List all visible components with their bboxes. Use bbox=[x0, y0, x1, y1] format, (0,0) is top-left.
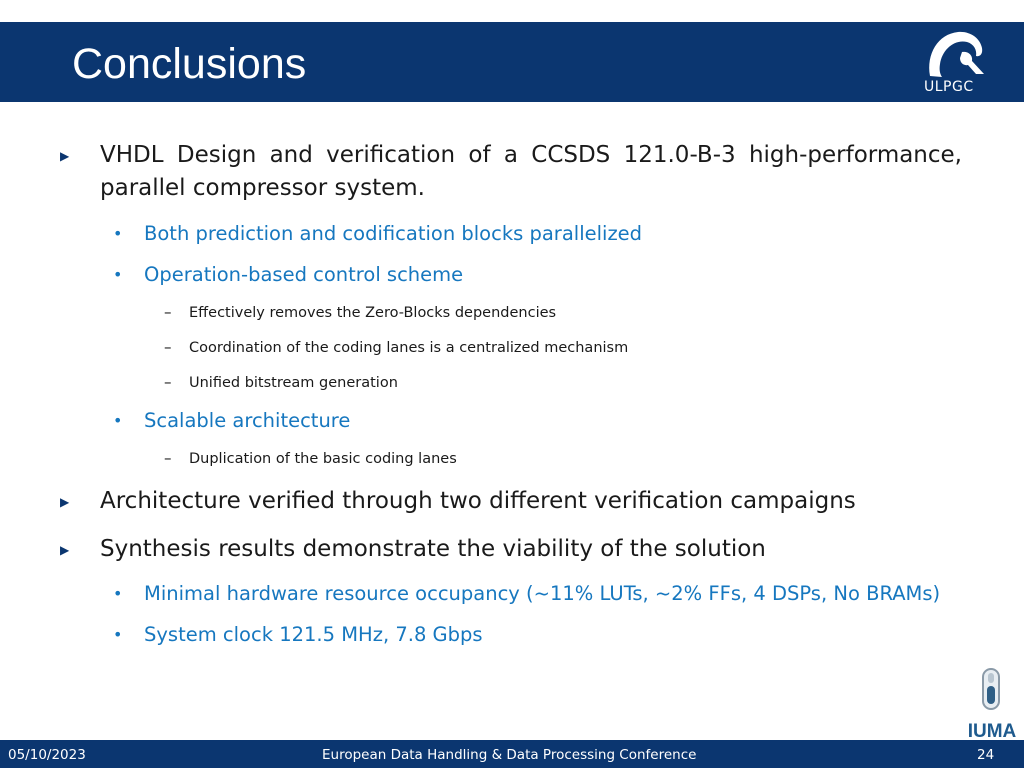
sub-bullet-system-clock: System clock 121.5 MHz, 7.8 Gbps bbox=[144, 623, 483, 646]
dot-bullet-icon: • bbox=[113, 265, 123, 284]
sub-bullet-resource-occupancy: Minimal hardware resource occupancy (~11% LUTs, ~2% FFs, 4 DSPs, No BRAMs) bbox=[144, 582, 941, 605]
sub-sub-bullet-zero-blocks: Effectively removes the Zero-Blocks dependencies bbox=[189, 305, 557, 321]
dot-bullet-icon: • bbox=[113, 224, 123, 243]
footer-page-number: 24 bbox=[977, 747, 995, 763]
triangle-bullet-icon: ▶ bbox=[60, 495, 70, 509]
dot-bullet-icon: • bbox=[113, 625, 123, 644]
dash-bullet-icon: – bbox=[164, 373, 172, 391]
dash-bullet-icon: – bbox=[164, 303, 172, 321]
footer-conference: European Data Handling & Data Processing Conference bbox=[322, 747, 697, 763]
slide-footer bbox=[0, 740, 1024, 768]
sub-sub-bullet-coordination: Coordination of the coding lanes is a centralized mechanism bbox=[189, 340, 629, 356]
sub-sub-bullet-bitstream: Unified bitstream generation bbox=[189, 375, 398, 391]
slide-title: Conclusions bbox=[72, 40, 307, 88]
dot-bullet-icon: • bbox=[113, 411, 123, 430]
dash-bullet-icon: – bbox=[164, 449, 172, 467]
sub-sub-bullet-duplication: Duplication of the basic coding lanes bbox=[189, 451, 457, 467]
sub-bullet-control-scheme: Operation-based control scheme bbox=[144, 263, 464, 286]
sub-bullet-parallelized: Both prediction and codification blocks parallelized bbox=[144, 222, 643, 245]
bullet-design-verification: VHDL Design and verification of a CCSDS 121.0-B-3 high-performance, parallel compressor system. bbox=[100, 142, 962, 201]
dot-bullet-icon: • bbox=[113, 584, 123, 603]
triangle-bullet-icon: ▶ bbox=[60, 543, 70, 557]
bullet-synthesis-results: Synthesis results demonstrate the viability of the solution bbox=[100, 536, 766, 562]
footer-date: 05/10/2023 bbox=[8, 747, 86, 763]
triangle-bullet-icon: ▶ bbox=[60, 149, 70, 163]
iuma-logo-icon bbox=[962, 668, 1022, 740]
bullet-verification-campaigns: Architecture verified through two different verification campaigns bbox=[100, 488, 856, 514]
sub-bullet-scalable: Scalable architecture bbox=[144, 409, 351, 432]
dash-bullet-icon: – bbox=[164, 338, 172, 356]
iuma-logo-text: IUMA bbox=[967, 721, 1017, 740]
ulpgc-logo-text: ULPGC bbox=[924, 79, 974, 95]
